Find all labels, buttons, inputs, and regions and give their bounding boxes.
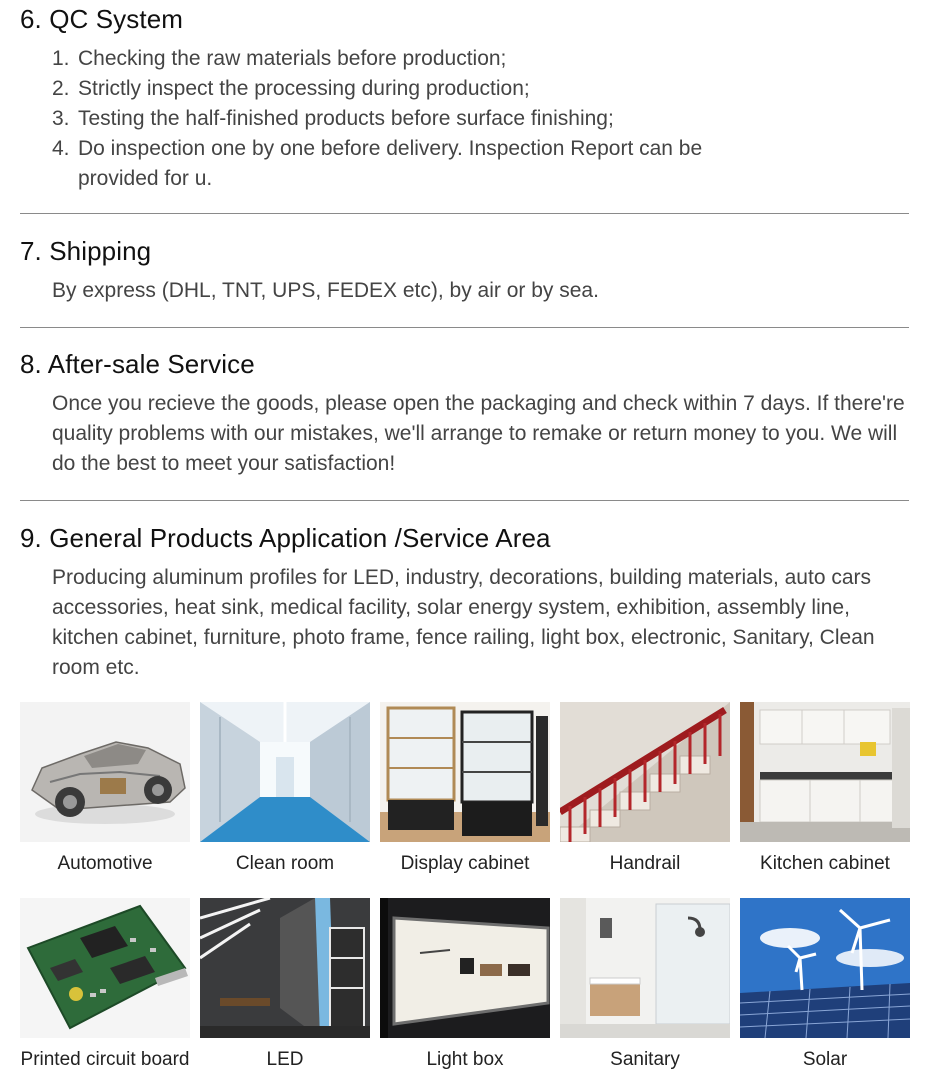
gallery-caption: Display cabinet bbox=[400, 853, 530, 874]
gallery-caption: Handrail bbox=[609, 853, 681, 874]
divider bbox=[20, 213, 909, 214]
qc-section bbox=[20, 4, 909, 194]
qc-item: 2. Strictly inspect the processing during production; bbox=[52, 77, 530, 100]
led-photo bbox=[200, 898, 370, 1038]
shipping-title: 7. Shipping bbox=[20, 236, 152, 266]
gallery-caption: Solar bbox=[802, 1049, 848, 1070]
qc-list bbox=[52, 44, 732, 194]
gallery-row bbox=[20, 702, 910, 876]
qc-title: 6. QC System bbox=[20, 4, 184, 34]
kitchen-cabinet-photo bbox=[740, 702, 910, 842]
gallery-tile-handrail bbox=[560, 702, 730, 876]
after-sale-body: Once you recieve the goods, please open the packaging and check within 7 days. If there're quality problems with our mistakes, we'll arrange to remake or return money to you. We will do the best to meet your satisfaction! bbox=[52, 392, 905, 475]
gallery-caption: Clean room bbox=[235, 853, 335, 874]
display-cabinet-photo bbox=[380, 702, 550, 842]
gallery-caption: Sanitary bbox=[610, 1049, 680, 1070]
application-gallery bbox=[20, 702, 910, 1072]
after-sale-section bbox=[20, 349, 909, 479]
circuit-board-photo bbox=[20, 898, 190, 1038]
gallery-tile-light-box bbox=[380, 898, 550, 1072]
application-section bbox=[20, 523, 909, 683]
gallery-caption: Printed circuit board bbox=[20, 1049, 190, 1070]
after-sale-title: 8. After-sale Service bbox=[20, 349, 255, 379]
car-photo bbox=[20, 702, 190, 842]
gallery-tile-clean-room bbox=[200, 702, 370, 876]
clean-room-photo bbox=[200, 702, 370, 842]
divider bbox=[20, 327, 909, 328]
gallery-row bbox=[20, 898, 910, 1072]
gallery-caption: LED bbox=[266, 1049, 304, 1070]
application-body: Producing aluminum profiles for LED, industry, decorations, building materials, auto cars accessories, heat sink, medical facility, solar energy system, exhibition, assembly line, kitchen cabinet, furniture, photo frame, fence railing, light box, electronic, Sanitary, Clean room etc. bbox=[52, 566, 875, 679]
qc-item: 4. Do inspection one by one before delivery. Inspection Report can be provided for u. bbox=[52, 137, 703, 190]
divider bbox=[20, 500, 909, 501]
shipping-body: By express (DHL, TNT, UPS, FEDEX etc), by air or by sea. bbox=[52, 279, 599, 302]
qc-item: 1. Checking the raw materials before production; bbox=[52, 47, 507, 70]
gallery-tile-display-cabinet bbox=[380, 702, 550, 876]
gallery-tile-led bbox=[200, 898, 370, 1072]
light-box-photo bbox=[380, 898, 550, 1038]
solar-photo bbox=[740, 898, 910, 1038]
gallery-tile-solar bbox=[740, 898, 910, 1072]
sanitary-photo bbox=[560, 898, 730, 1038]
application-title: 9. General Products Application /Service Area bbox=[20, 523, 551, 553]
gallery-tile-automotive bbox=[20, 702, 190, 876]
gallery-tile-circuit-board bbox=[20, 898, 190, 1072]
gallery-caption: Light box bbox=[426, 1049, 504, 1070]
qc-item: 3. Testing the half-finished products before surface finishing; bbox=[52, 107, 614, 130]
gallery-caption: Kitchen cabinet bbox=[760, 853, 890, 874]
gallery-caption: Automotive bbox=[57, 853, 153, 874]
gallery-tile-sanitary bbox=[560, 898, 730, 1072]
shipping-section bbox=[20, 236, 909, 306]
handrail-photo bbox=[560, 702, 730, 842]
gallery-tile-kitchen-cabinet bbox=[740, 702, 910, 876]
